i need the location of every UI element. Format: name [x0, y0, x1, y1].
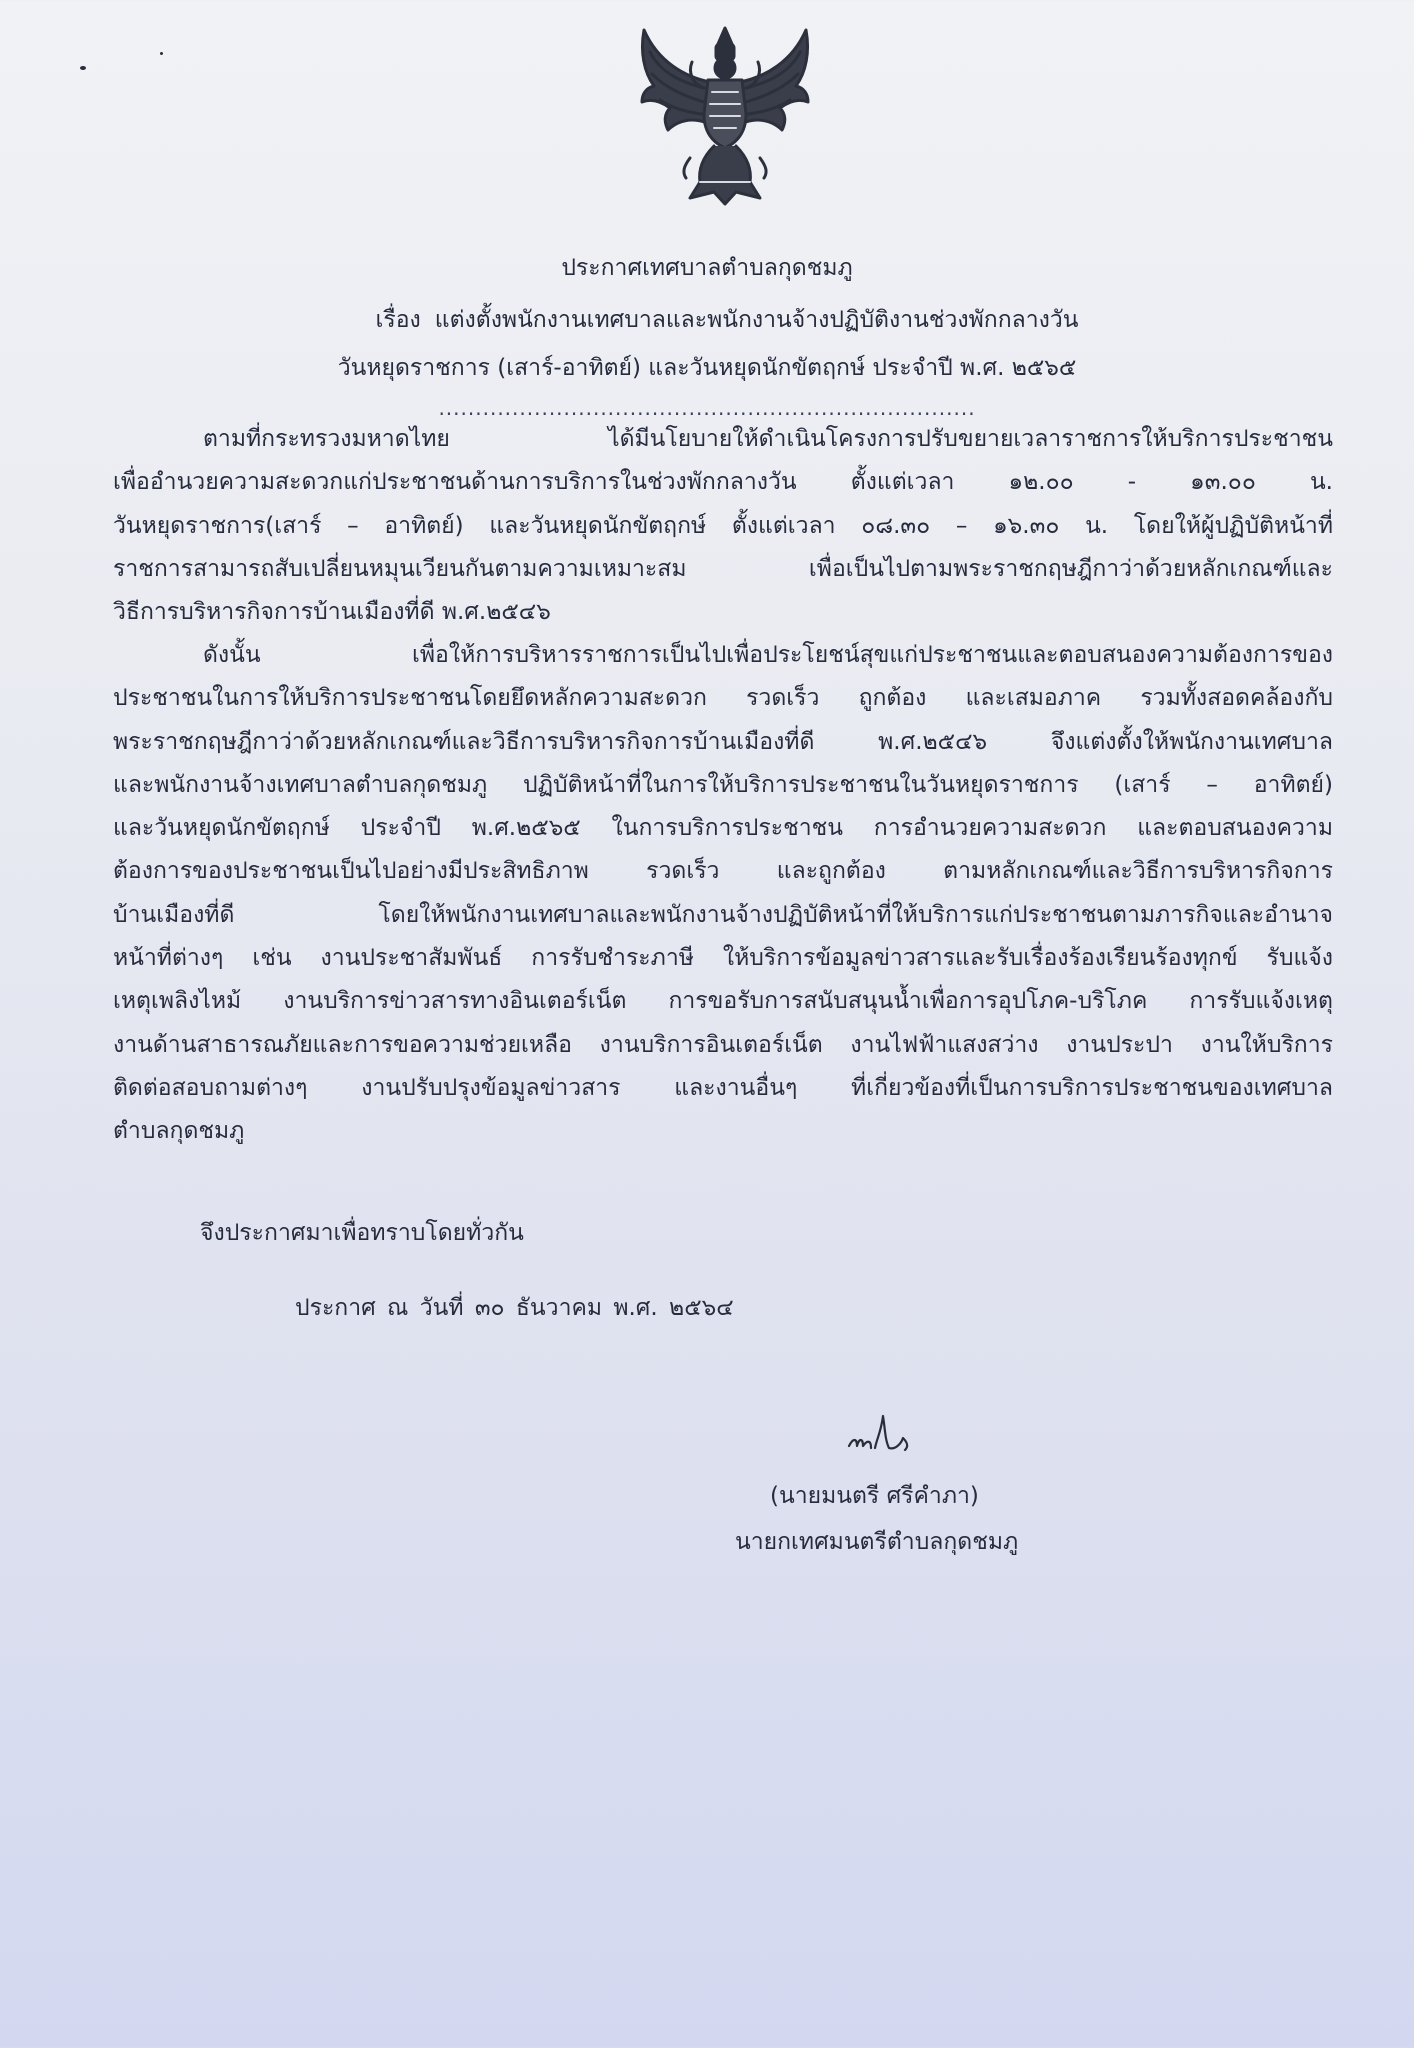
paragraph-line: งานด้านสาธารณภัยและการขอความช่วยเหลือ งานบริการอินเตอร์เน็ต งานไฟฟ้าแสงสว่าง งานประปา งานให้บริการ	[113, 1031, 1333, 1058]
dotted-divider: .........................................................................	[438, 396, 976, 420]
announcement-date: ประกาศ ณ วันที่ ๓๐ ธันวาคม พ.ศ. ๒๕๖๔	[295, 1295, 734, 1321]
paragraph-line: ต้องการของประชาชนเป็นไปอย่างมีประสิทธิภาพ รวดเร็ว และถูกต้อง ตามหลักเกณฑ์และวิธีการบริหารกิจการ	[113, 858, 1333, 885]
subject-text: แต่งตั้งพนักงานเทศบาลและพนักงานจ้างปฏิบัติงานช่วงพักกลางวัน	[434, 307, 1079, 333]
paragraph-line: เหตุเพลิงไหม้ งานบริการข่าวสารทางอินเตอร์เน็ต การขอรับการสนับสนุนน้ำเพื่อการอุปโภค-บริโภค การรับแจ้งเหตุ	[113, 988, 1333, 1015]
paragraph-line: วิธีการบริหารกิจการบ้านเมืองที่ดี พ.ศ.๒๕๔๖	[113, 599, 551, 626]
paragraph-line: และวันหยุดนักขัตฤกษ์ ประจำปี พ.ศ.๒๕๖๕ ในการบริการประชาชน การอำนวยความสะดวก และตอบสนองความ	[113, 815, 1333, 842]
paragraph-line: ติดต่อสอบถามต่างๆ งานปรับปรุงข้อมูลข่าวสาร และงานอื่นๆ ที่เกี่ยวข้องที่เป็นการบริการประชาชนของเทศบาล	[113, 1074, 1333, 1101]
paragraph-line: หน้าที่ต่างๆ เช่น งานประชาสัมพันธ์ การรับชำระภาษี ให้บริการข้อมูลข่าวสารและรับเรื่องร้องเรียนร้องทุกข์ รับแจ้ง	[113, 945, 1333, 972]
paragraph-line: วันหยุดราชการ(เสาร์ – อาทิตย์) และวันหยุดนักขัตฤกษ์ ตั้งแต่เวลา ๐๘.๓๐ – ๑๖.๓๐ น. โดยให้ผู้ปฏิบัติหน้าที่	[113, 512, 1333, 539]
subject-label: เรื่อง	[375, 307, 421, 333]
paper-speck	[160, 52, 163, 55]
paragraph-line: ดังนั้น เพื่อให้การบริหารราชการเป็นไปเพื่อประโยชน์สุขแก่ประชาชนและตอบสนองความต้องการของ	[203, 642, 1333, 668]
closing-statement: จึงประกาศมาเพื่อทราบโดยทั่วกัน	[200, 1220, 524, 1246]
subject-continuation: วันหยุดราชการ (เสาร์-อาทิตย์) และวันหยุดนักขัตฤกษ์ ประจำปี พ.ศ. ๒๕๖๕	[337, 355, 1077, 381]
paragraph-line: พระราชกฤษฎีกาว่าด้วยหลักเกณฑ์และวิธีการบริหารกิจการบ้านเมืองที่ดี พ.ศ.๒๕๔๖ จึงแต่งตั้งให้พนักงานเทศบาล	[113, 728, 1333, 755]
paragraph-2	[113, 634, 1333, 1154]
paragraph-line: เพื่ออำนวยความสะดวกแก่ประชาชนด้านการบริการในช่วงพักกลางวัน ตั้งแต่เวลา ๑๒.๐๐ - ๑๓.๐๐ น.	[113, 469, 1333, 496]
handwritten-signature-icon	[845, 1408, 915, 1458]
subject-line	[0, 302, 1414, 338]
paragraph-line: ราชการสามารถสับเปลี่ยนหมุนเวียนกันตามความเหมาะสม เพื่อเป็นไปตามพระราชกฤษฎีกาว่าด้วยหลักเกณฑ์และ	[113, 555, 1333, 582]
signer-position: นายกเทศมนตรีตำบลกุดชมภู	[735, 1529, 1019, 1555]
paragraph-line: ประชาชนในการให้บริการประชาชนโดยยึดหลักความสะดวก รวดเร็ว ถูกต้อง และเสมอภาค รวมทั้งสอดคล้องกับ	[113, 685, 1333, 712]
announcement-title: ประกาศเทศบาลตำบลกุดชมภู	[561, 255, 853, 281]
paragraph-line: ตามที่กระทรวงมหาดไทย ได้มีนโยบายให้ดำเนินโครงการปรับขยายเวลาราชการให้บริการประชาชน	[203, 426, 1333, 452]
garuda-emblem-icon	[630, 22, 820, 210]
paper-speck	[80, 66, 86, 70]
paragraph-line: บ้านเมืองที่ดี โดยให้พนักงานเทศบาลและพนักงานจ้างปฏิบัติหน้าที่ให้บริการแก่ประชาชนตามภารกิจและอำนาจ	[113, 901, 1333, 928]
paragraph-line: ตำบลกุดชมภู	[113, 1118, 245, 1145]
signer-name: (นายมนตรี ศรีคำภา)	[770, 1483, 979, 1509]
paragraph-line: และพนักงานจ้างเทศบาลตำบลกุดชมภู ปฏิบัติหน้าที่ในการให้บริการประชาชนในวันหยุดราชการ (เสาร์ – อาทิตย์)	[113, 771, 1333, 798]
paragraph-1	[113, 418, 1333, 634]
